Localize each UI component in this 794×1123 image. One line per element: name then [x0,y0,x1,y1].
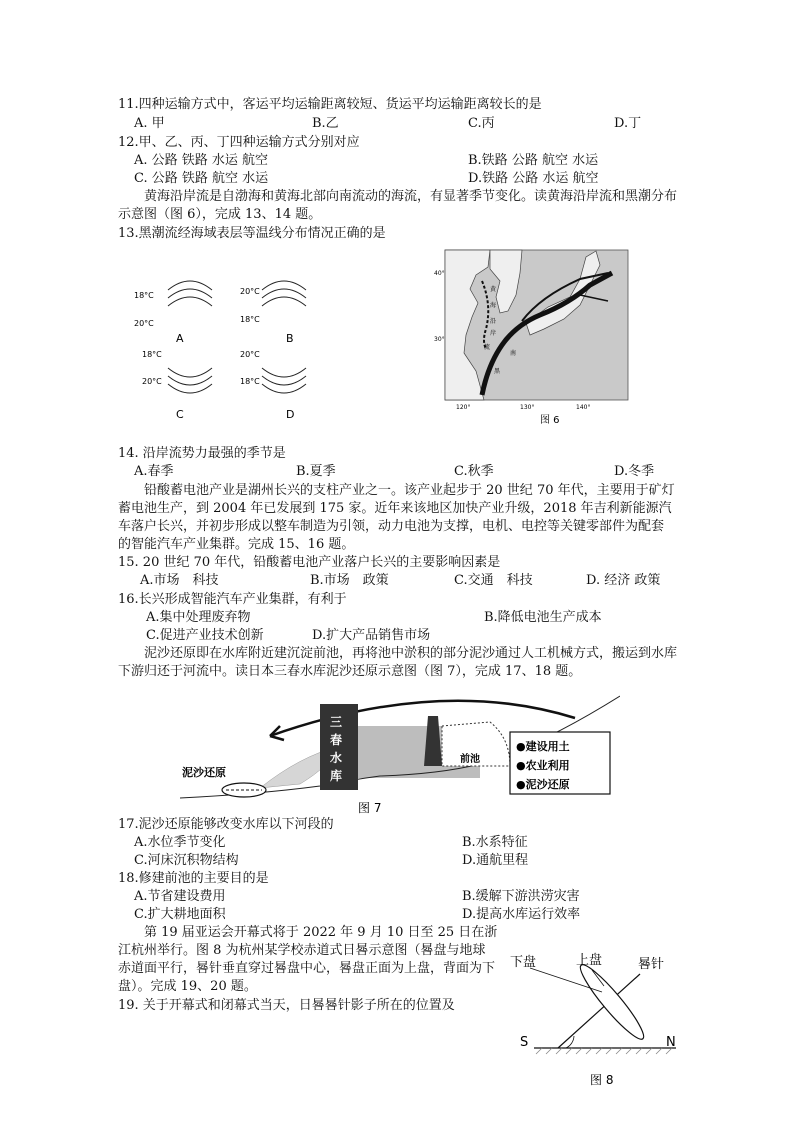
q14-option-c: C.秋季 [454,464,494,479]
fig6-lon130: 130° [520,404,535,411]
q15-stem: 15. 20 世纪 70 年代，铅酸蓄电池产业落户长兴的主要影响因素是 [118,555,501,570]
q16-option-c: C.促进产业技术创新 [146,628,264,643]
fig6-lon140: 140° [576,404,591,411]
intro-sundial: 第 19 届亚运会开幕式将于 2022 年 9 月 10 日至 25 日在浙江杭州举行。图 8 为杭州某学校赤道式日晷示意图（晷盘与地球赤道面平行，晷针垂直穿过晷盘中心，晷盘正面为上盘，背面为下盘）。完成 19、20 题。 [118,925,498,994]
svg-text:●泥沙还原: ●泥沙还原 [516,778,570,791]
fig7-pool-label: 前池 [460,754,480,765]
q18-option-d: D.提高水库运行效率 [462,907,581,922]
figure6-map [430,245,640,427]
q12-stem: 12.甲、乙、丙、丁四种运输方式分别对应 [118,135,360,150]
intro-yellow-sea-current: 黄海沿岸流是自渤海和黄海北部向南流动的海流，有显著季节变化。读黄海沿岸流和黑潮分布示意图（图 6），完成 13、14 题。 [118,189,678,222]
q18-option-a: A.节省建设费用 [134,889,226,904]
svg-text:库: 库 [330,769,343,783]
figure8-sundial [506,946,696,1091]
q17-option-d: D.通航里程 [462,853,529,868]
fig6-lat40: 40° [434,270,445,277]
svg-text:黑: 黑 [494,368,501,375]
iso-a-bot: 20°C [134,319,154,328]
q12-option-a: A. 公路 铁路 水运 航空 [134,153,269,168]
iso-c-top: 18°C [142,350,162,359]
isotherm-c-line [168,368,212,377]
q17-option-a: A.水位季节变化 [134,835,226,850]
q13-stem: 13.黑潮流经海域表层等温线分布情况正确的是 [118,226,386,241]
svg-text:流: 流 [484,344,491,351]
fig6-lat30: 30° [434,336,445,343]
q14-option-a: A.春季 [134,464,174,479]
fig8-north: N [666,1035,676,1050]
dial-plate [574,959,649,1044]
q11-option-b: B.乙 [312,116,339,131]
q17-option-c: C.河床沉积物结构 [134,853,239,868]
q14-stem: 14. 沿岸流势力最强的季节是 [118,446,286,461]
iso-a-top: 18°C [134,291,154,300]
q18-stem: 18.修建前池的主要目的是 [118,871,269,886]
fig8-upper-label: 上盘 [576,953,603,968]
q16-option-a: A.集中处理废弃物 [146,610,251,625]
q14-option-d: D.冬季 [614,464,655,479]
svg-text:沿: 沿 [490,318,497,325]
q11-option-a: A. 甲 [134,116,165,131]
fig6-caption: 图 6 [540,415,560,426]
q17-option-b: B.水系特征 [462,835,528,850]
svg-text:春: 春 [330,733,343,747]
fig8-lower-label: 下盘 [510,955,537,970]
q15-option-a: A.市场 科技 [140,573,219,588]
svg-text:海: 海 [490,302,497,309]
svg-text:水: 水 [330,751,343,765]
figure7-reservoir [180,686,620,818]
q12-option-b: B.铁路 公路 航空 水运 [468,153,599,168]
fig7-caption: 图 7 [358,801,382,815]
fig8-gnomon-label: 晷针 [638,957,665,972]
iso-label-c: C [176,408,184,421]
svg-text:三: 三 [330,715,343,729]
iso-d-top: 20°C [240,350,260,359]
q11-option-c: C.丙 [468,116,495,131]
fig8-south: S [520,1035,529,1050]
q12-option-d: D.铁路 公路 水运 航空 [468,171,599,186]
q15-option-c: C.交通 科技 [454,573,533,588]
q16-stem: 16.长兴形成智能汽车产业集群，有利于 [118,592,347,607]
q11-option-d: D.丁 [614,116,642,131]
fig6-lon120: 120° [456,404,471,411]
q12-option-c: C. 公路 铁路 航空 水运 [134,171,269,186]
svg-text:黄: 黄 [490,286,497,293]
isotherm-options-figure [128,268,328,428]
q14-option-b: B.夏季 [296,464,336,479]
isotherm-d-line [262,368,306,377]
q15-option-d: D. 经济 政策 [586,573,661,588]
svg-text:●农业利用: ●农业利用 [516,759,570,772]
svg-text:●建设用土: ●建设用土 [516,740,570,753]
svg-text:岸: 岸 [490,330,497,337]
iso-label-b: B [286,332,294,345]
intro-sediment-restore: 泥沙还原即在水库附近建沉淀前池，再将池中淤积的部分泥沙通过人工机械方式，搬运到水库下游归还于河流中。读日本三春水库泥沙还原示意图（图 7），完成 17、18 题。 [118,646,678,679]
iso-c-bot: 20°C [142,377,162,386]
iso-label-a: A [176,332,184,345]
restore-pile [222,783,266,797]
pre-pool-wall [424,716,442,766]
q17-stem: 17.泥沙还原能够改变水库以下河段的 [118,817,334,832]
fig8-caption: 图 8 [590,1073,614,1087]
q18-option-b: B.缓解下游洪涝灾害 [462,889,580,904]
q16-option-d: D.扩大产品销售市场 [312,628,431,643]
iso-b-bot: 18°C [240,315,260,324]
q19-stem: 19. 关于开幕式和闭幕式当天，日晷晷针影子所在的位置及 [118,998,455,1013]
q18-option-c: C.扩大耕地面积 [134,907,226,922]
iso-b-top: 20°C [240,287,260,296]
fig7-restore-label: 泥沙还原 [182,766,226,779]
intro-battery-industry: 铅酸蓄电池产业是湖州长兴的支柱产业之一。该产业起步于 20 世纪 70 年代，主要用于矿灯蓄电池生产，到 2004 年已发展到 175 家。近年来该地区加快产业升级，2018 年吉利新能源汽车落户长兴，并初步形成以整车制造为引领，动力电池为支撑，电机、电控等关键零部件为配套的智能汽车产业集群。完成 15、16 题。 [118,483,675,552]
q11-stem: 11.四种运输方式中，客运平均运输距离较短、货运平均运输距离较长的是 [118,97,542,112]
q16-option-b: B.降低电池生产成本 [484,610,602,625]
svg-text:南: 南 [510,350,517,357]
iso-d-bot: 18°C [240,377,260,386]
q15-option-b: B.市场 政策 [310,573,389,588]
iso-label-d: D [286,408,295,421]
